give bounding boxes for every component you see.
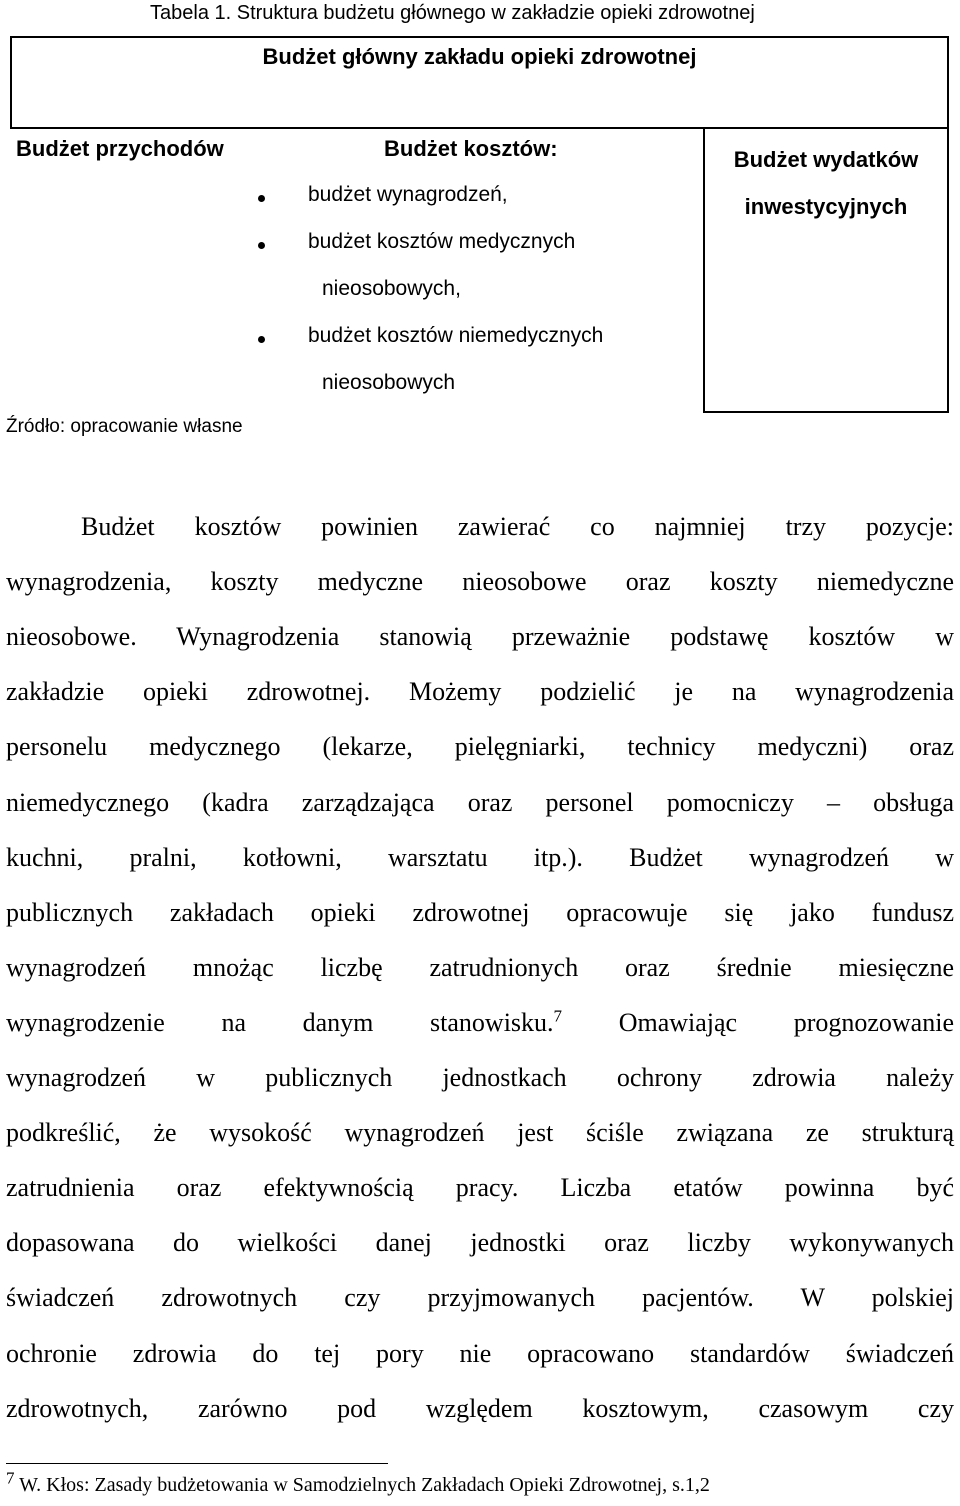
paragraph-line: niemedycznego (kadra zarządzająca oraz personel pomocniczy – obsługa [6,787,954,817]
paragraph-line: zdrowotnych, zarówno pod względem kosztowym, czasowym czy [6,1393,954,1423]
paragraph-line: świadczeń zdrowotnych czy przyjmowanych pacjentów. W polskiej [6,1283,954,1313]
paragraph-line-footref [6,1006,954,1040]
cost-item-2: budżet kosztów medycznych [308,230,576,253]
footref-before: wynagrodzenie na danym stanowisku. [6,1007,554,1037]
paragraph-line: zatrudnienia oraz efektywnością pracy. Liczba etatów powinna być [6,1173,954,1203]
paragraph-line: zakładzie opieki zdrowotnej. Możemy podzielić je na wynagrodzenia [6,677,954,707]
footnote-separator [6,1463,388,1464]
bullet-icon [258,195,265,202]
cost-item-3: budżet kosztów niemedycznych [308,324,604,347]
investment-line-1: Budżet wydatków [733,147,919,172]
investment-line-2: inwestycyjnych [744,194,908,219]
footnote-mark: 7 [6,1468,15,1488]
paragraph-line: wynagrodzeń mnożąc liczbę zatrudnionych oraz średnie miesięczne [6,952,954,982]
investment-budget-label [705,136,947,230]
table-header-title: Budżet główny zakładu opieki zdrowotnej [262,44,697,69]
paragraph-line: wynagrodzeń w publicznych jednostkach ochrony zdrowia należy [6,1063,954,1092]
paragraph-line: dopasowana do wielkości danej jednostki oraz liczby wykonywanych [6,1228,954,1258]
cost-budget-label: Budżet kosztów: [384,136,558,161]
paragraph-line: Budżet kosztów powinien zawierać co najmniej trzy pozycje: [81,512,954,541]
bullet-icon [258,242,265,249]
paragraph-line: nieosobowe. Wynagrodzenia stanowią przeważnie podstawę kosztów w [6,622,954,652]
footnote-ref-mark: 7 [553,1006,563,1026]
paragraph-line: kuchni, pralni, kotłowni, warsztatu itp.). Budżet wynagrodzeń w [6,842,954,872]
table-caption: Tabela 1. Struktura budżetu głównego w zakładzie opieki zdrowotnej [150,2,755,24]
table-source: Źródło: opracowanie własne [6,416,243,437]
table-header-cell [10,36,949,129]
bullet-icon [258,336,265,343]
paragraph-line: ochronie zdrowia do tej pory nie opracowano standardów świadczeń [6,1338,954,1368]
cost-item-2-cont: nieosobowych, [322,277,461,300]
paragraph-line: wynagrodzenia, koszty medyczne nieosobowe oraz koszty niemedyczne [6,567,954,597]
footref-after: Omawiając prognozowanie [562,1007,954,1037]
paragraph-line: publicznych zakładach opieki zdrowotnej opracowuje się jako fundusz [6,897,954,927]
table-border-bottom [703,411,949,413]
cost-item-1: budżet wynagrodzeń, [308,183,508,206]
revenue-budget-label: Budżet przychodów [16,136,224,161]
cost-item-3-cont: nieosobowych [322,371,456,394]
table-border-right [947,128,949,413]
footnote [6,1468,710,1497]
footnote-text: W. Kłos: Zasady budżetowania w Samodzielnych Zakładach Opieki Zdrowotnej, s.1,2 [14,1474,710,1496]
paragraph-line: personelu medycznego (lekarze, pielęgniarki, technicy medyczni) oraz [6,732,954,762]
paragraph-line: podkreślić, że wysokość wynagrodzeń jest ściśle związana ze strukturą [6,1118,954,1148]
